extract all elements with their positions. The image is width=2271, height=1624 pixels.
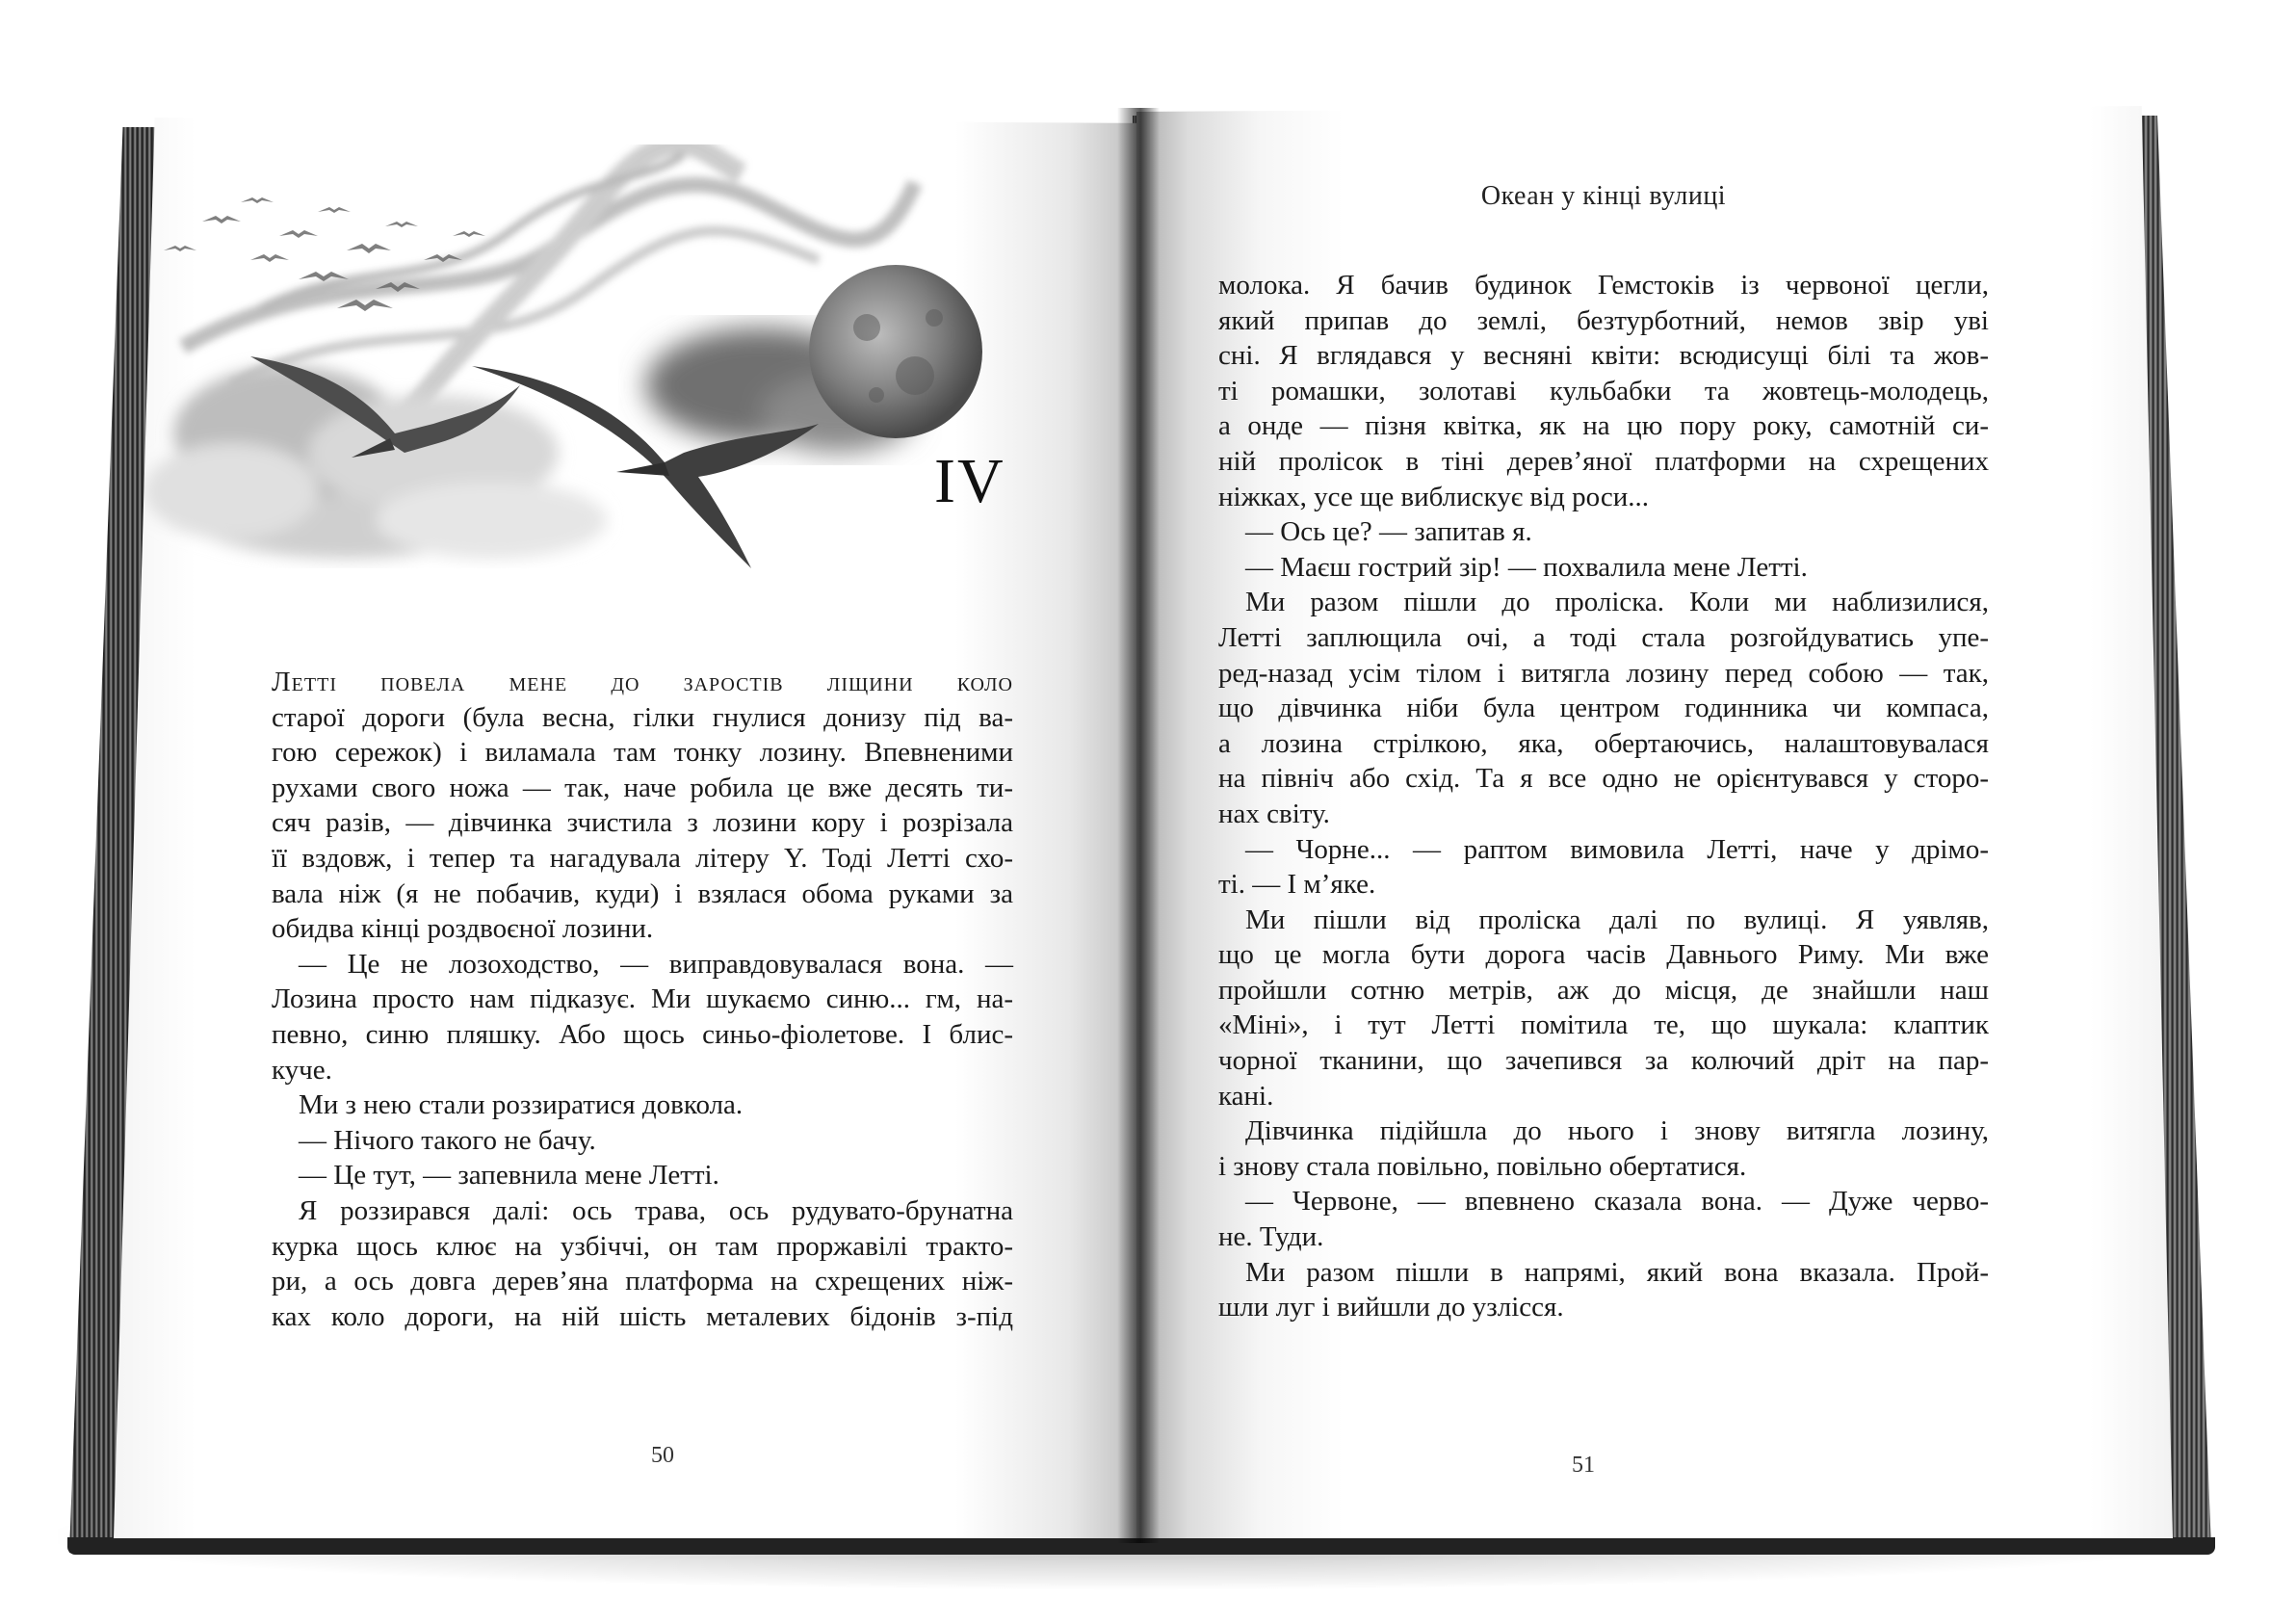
text-line: який припав до землі, безтурботний, немов звір уві — [1218, 304, 1989, 336]
text-line: старої дороги (була весна, гілки гнулися донизу під ва- — [272, 701, 1013, 733]
text-line: ри, а ось довга дерев’яна платформа на схрещених ніж- — [272, 1266, 1013, 1297]
text-line: нах світу. — [1218, 798, 1330, 829]
text-line: — Червоне, — впевнено сказала вона. — Дуже черво- — [1245, 1186, 1989, 1218]
text-line: а лозина стрілкою, яка, обертаючись, налаштовувалася — [1218, 727, 1989, 759]
page-number-right: 51 — [1572, 1453, 1595, 1478]
text-line: курка щось клює на узбіччі, он там проржавілі тракто- — [272, 1230, 1013, 1262]
text-line: шли луг і вийшли до узлісся. — [1218, 1292, 1564, 1323]
text-line: — Ось це? — запитав я. — [1245, 516, 1532, 548]
text-line: ред-назад усім тілом і витягла лозину перед собою — так, — [1218, 657, 1989, 689]
text-line: сяч разів, — дівчинка зчистила з лозини кору і розрізала — [272, 807, 1013, 839]
clouds — [144, 366, 607, 559]
text-line: її вздовж, і тепер та нагадувала літеру Y. Тоді Летті схо- — [272, 842, 1013, 874]
text-line: чорної тканини, що зачепився за колючий дріт на пар- — [1218, 1045, 1989, 1077]
text-line: сні. Я вглядався у весняні квіти: всюдисущі білі та жов- — [1218, 340, 1989, 372]
text-line: Я роззирався далі: ось трава, ось рудувато-брунатна — [299, 1194, 1013, 1226]
chapter-illustration — [144, 144, 1011, 568]
text-line: а онде — пізня квітка, як на цю пору року, самотній си- — [1218, 410, 1989, 442]
text-line: і знову стала повільно, повільно обертатися. — [1218, 1150, 1747, 1182]
text-line: обидва кінці роздвоєної лозини. — [272, 913, 654, 945]
text-line: Ми разом пішли до проліска. Коли ми наблизилися, — [1245, 587, 1989, 618]
text-line: ній пролісок в тіні дерев’яної платформи на схрещених — [1218, 445, 1989, 477]
text-line: — Чорне... — раптом вимовила Летті, наче у дрімо- — [1245, 833, 1989, 865]
text-line: рухами свого ножа — так, наче робила це вже десять ти- — [272, 772, 1013, 803]
right-page-text — [1218, 268, 1989, 1325]
running-head: Океан у кінці вулиці — [1480, 181, 1727, 211]
text-line: Дівчинка підійшла до нього і знову витягла лозину, — [1245, 1115, 1989, 1147]
text-line: Ми разом пішли в напрямі, який вона вказала. Прой- — [1245, 1256, 1989, 1288]
text-line: Ми з нею стали роззиратися довкола. — [299, 1089, 744, 1121]
text-line: гою сережок) і виламала там тонку лозину. Впевненими — [272, 737, 1013, 769]
text-line: пройшли сотню метрів, аж до місця, де знайшли наш — [1218, 974, 1989, 1006]
text-line: ніжках, усе ще виблискує від роси... — [1218, 481, 1650, 512]
text-line: на північ або схід. Та я все одно не орієнтувався у сторо- — [1218, 763, 1989, 795]
text-line: що це могла бути дорога часів Давнього Риму. Ми вже — [1218, 939, 1989, 971]
text-line: — Це тут, — запевнила мене Летті. — [299, 1160, 719, 1192]
text-line: певно, синю пляшку. Або щось синьо-фіолетове. І блис- — [272, 1018, 1013, 1050]
text-line: куче. — [272, 1054, 332, 1086]
text-line: Летті повела мене до заростів ліщини коло — [272, 667, 1013, 697]
page-number-left: 50 — [651, 1443, 674, 1468]
text-line: Лозина просто нам підказує. Ми шукаємо синю... гм, на- — [272, 983, 1013, 1015]
book-gutter — [1117, 108, 1160, 1543]
text-line: не. Туди. — [1218, 1221, 1324, 1253]
text-line: ках коло дороги, на ній шість металевих бідонів з-під — [272, 1300, 1013, 1332]
text-line: — Це не лозоходство, — виправдовувалася вона. — — [299, 948, 1013, 980]
text-line: «Міні», і тут Летті помітила те, що шукала: клаптик — [1218, 1009, 1989, 1041]
text-line: вала ніж (я не побачив, куди) і взялася обома руками за — [272, 877, 1013, 909]
text-line: — Нічого такого не бачу. — [299, 1124, 596, 1156]
text-line: кані. — [1218, 1080, 1274, 1112]
text-line: молока. Я бачив будинок Гемстоків із червоної цегли, — [1218, 270, 1989, 301]
text-line: що дівчинка ніби була центром годинника чи компаса, — [1218, 693, 1989, 724]
text-line: — Маєш гострий зір! — похвалила мене Летті. — [1245, 551, 1808, 583]
left-page-text — [272, 665, 1013, 1334]
text-line: Ми пішли від проліска далі по вулиці. Я уявляв, — [1245, 904, 1989, 935]
text-line: ті. — І м’яке. — [1218, 869, 1376, 901]
chapter-number: IV — [934, 446, 1005, 516]
text-line: ті ромашки, золотаві кульбабки та жовтець-молодець, — [1218, 375, 1989, 406]
moon — [809, 265, 982, 438]
text-line: Летті заплющила очі, а тоді стала розгойдуватись упе- — [1218, 621, 1989, 653]
